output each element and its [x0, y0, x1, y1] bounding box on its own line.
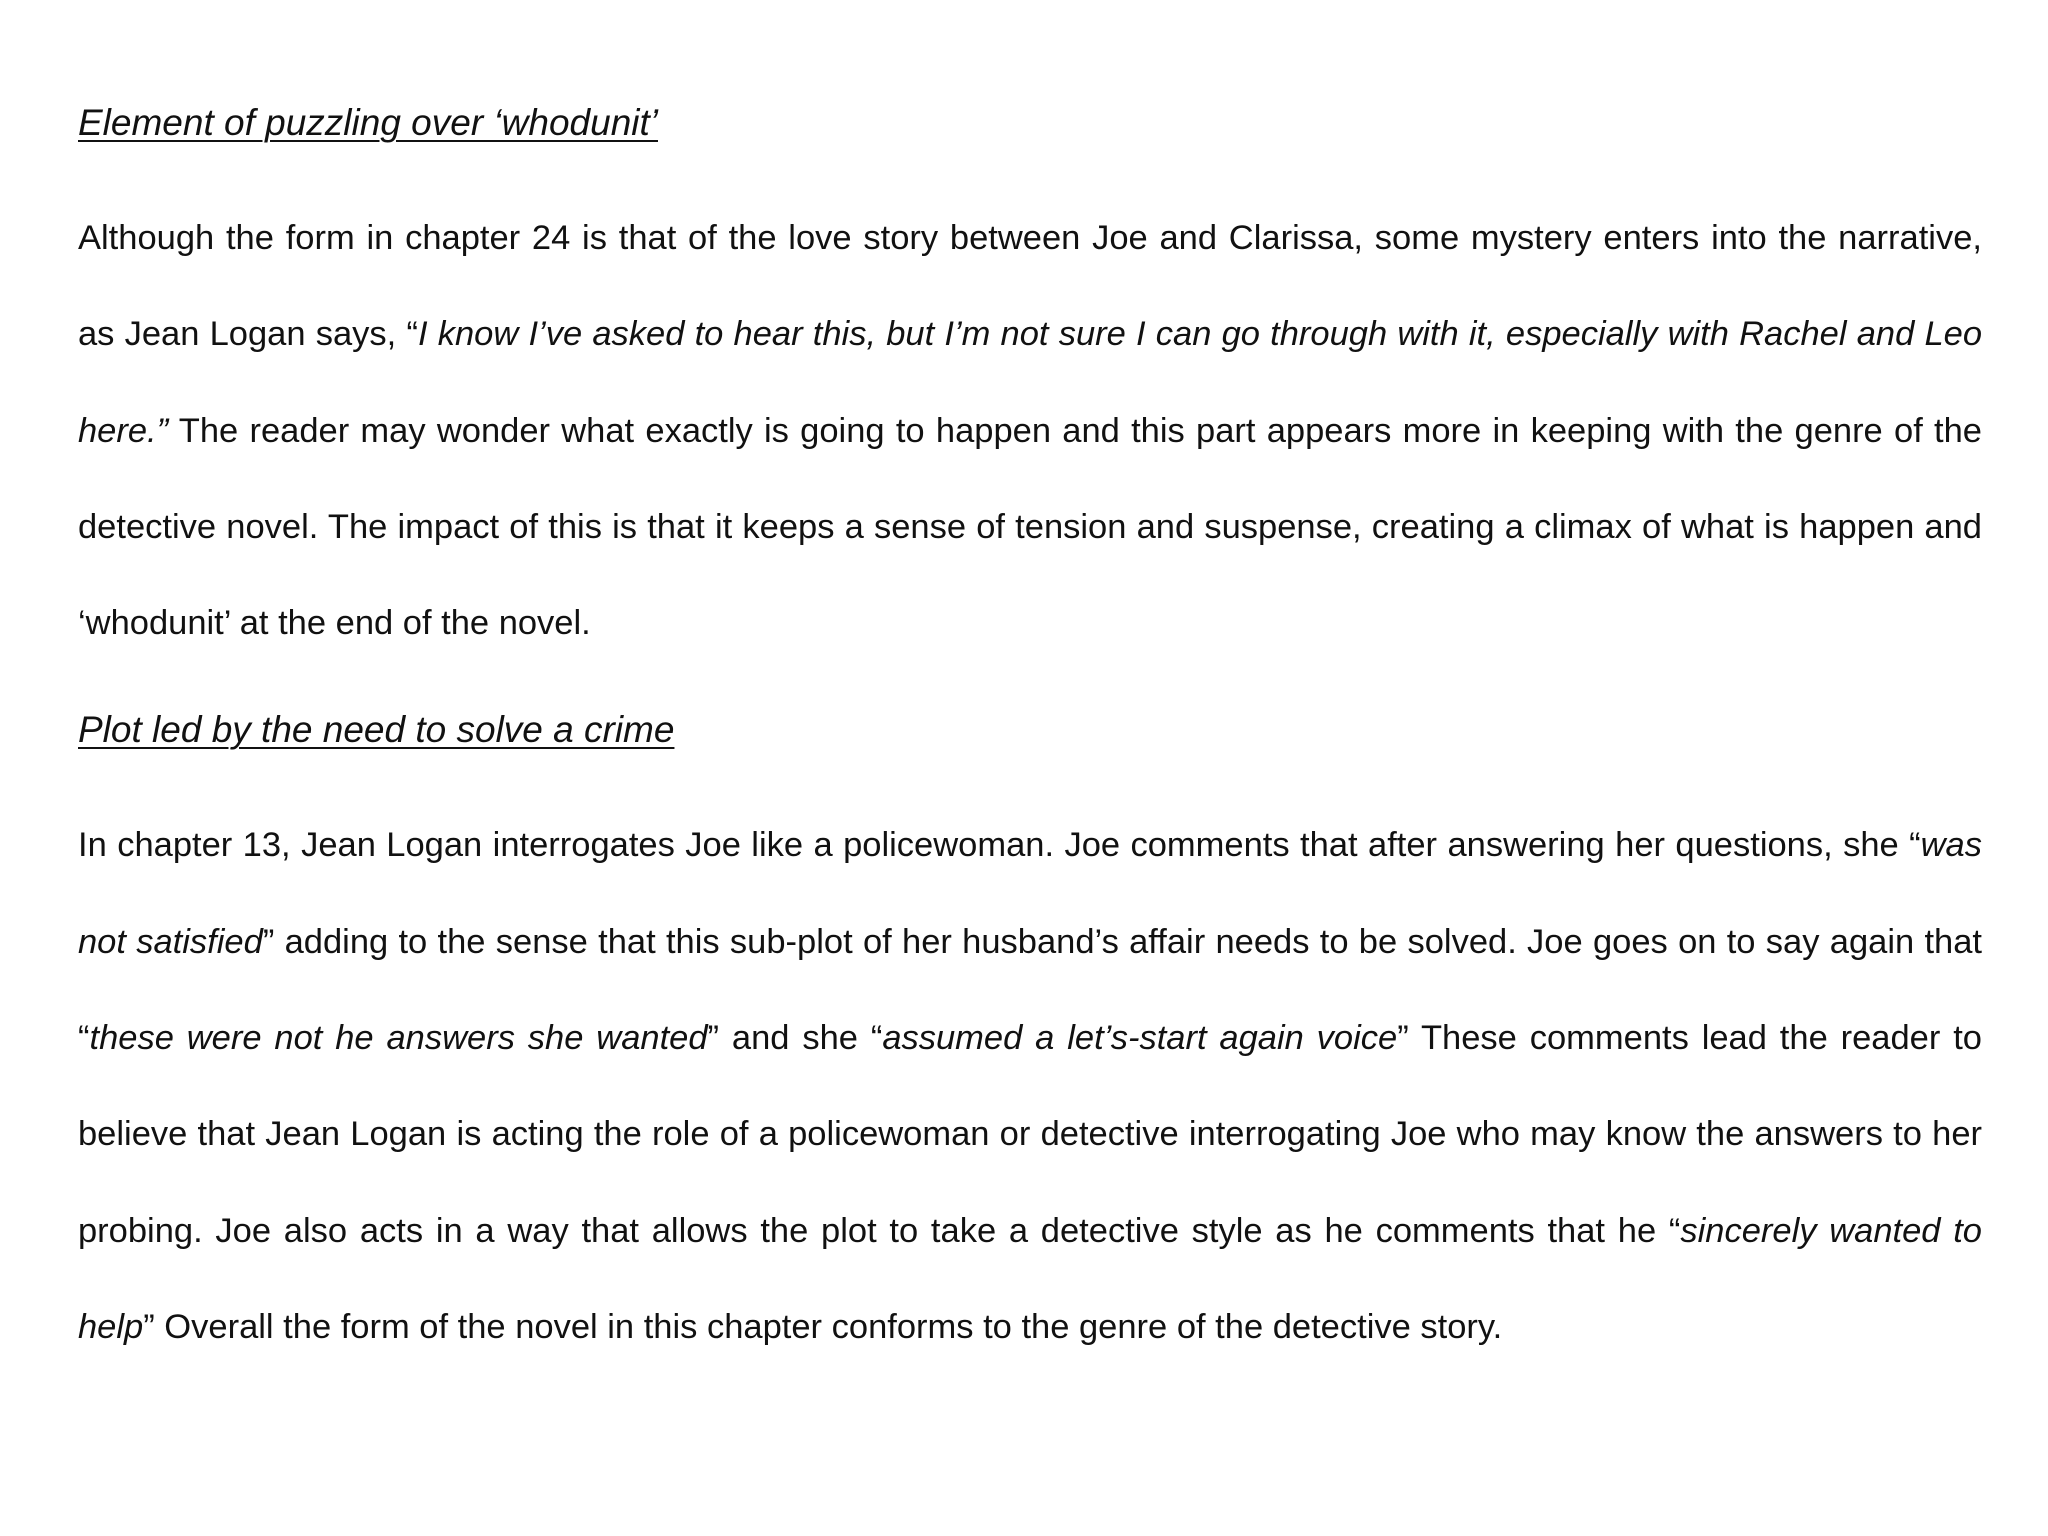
text-run: ” and she “ — [707, 1019, 883, 1058]
quote-run: I know I’ve asked to hear this, but I’m not sure I can go through with it, especially with Rachel and Leo here.” — [78, 315, 1983, 450]
text-run: Although the form in chapter 24 is that of the love story between Joe and Clarissa, some mystery enters into the narrative, as Jean Logan says, “ — [78, 219, 1982, 354]
text-run: ” These comments lead the reader to believe that Jean Logan is acting the role of a policewoman or detective interrogating Joe who may know the answers to her probing. Joe also acts in a way that allows the plot to take a detective style as he comments that he “ — [78, 1019, 1982, 1250]
document-page — [78, 100, 1982, 1500]
section-heading: Element of puzzling over ‘whodunit’ — [78, 102, 658, 143]
text-run: ” adding to the sense that this sub-plot of her husband’s affair needs to be solved. Joe goes on to say again that “ — [78, 922, 1982, 1058]
text-run: The reader may wonder what exactly is going to happen and this part appears more in keeping with the genre of the detective novel. The impact of this is that it keeps a sense of tension and suspense, creating a climax of what is happen and ‘whodunit’ at the end of the novel. — [78, 411, 1982, 643]
text-run: In chapter 13, Jean Logan interrogates Joe like a policewoman. Joe comments that after answering her questions, she “ — [78, 826, 1921, 865]
section-whodunit — [78, 100, 1982, 671]
quote-run: sincerely wanted to help — [78, 1211, 1982, 1346]
quote-run: was not satisfied — [78, 826, 1982, 961]
quote-run: assumed a let’s-start again voice — [882, 1019, 1398, 1058]
quote-run: these were not he answers she wanted — [89, 1019, 708, 1058]
section-heading: Plot led by the need to solve a crime — [78, 709, 675, 751]
section-paragraph — [78, 190, 1982, 671]
section-plot-crime — [78, 707, 1982, 1375]
text-run: ” Overall the form of the novel in this chapter conforms to the genre of the detective story. — [143, 1307, 1503, 1346]
section-paragraph — [78, 797, 1982, 1375]
